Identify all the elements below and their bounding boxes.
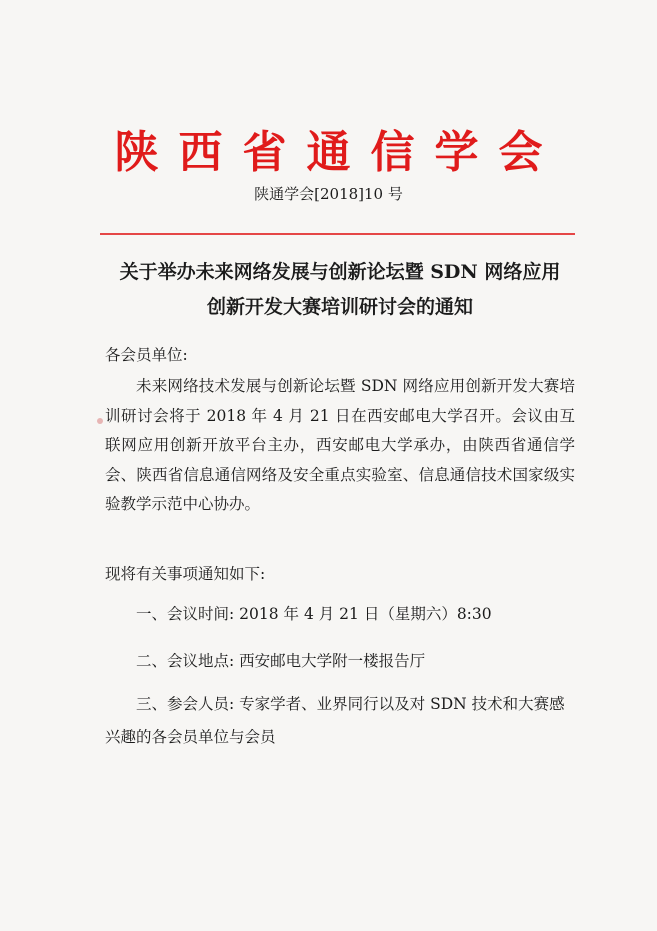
items-intro: 现将有关事项通知如下: <box>105 565 266 583</box>
document-number: 陕通学会[2018]10 号 <box>254 185 403 203</box>
letterhead-organization: 陕西省通信学会 <box>114 127 563 178</box>
notice-title-line-2: 创新开发大赛培训研讨会的通知 <box>206 296 473 318</box>
item-meeting-location: 二、会议地点: 西安邮电大学附一楼报告厅 <box>136 652 426 670</box>
notice-title-line-1: 关于举办未来网络发展与创新论坛暨 SDN 网络应用 <box>119 261 561 283</box>
item-meeting-time: 一、会议时间: 2018 年 4 月 21 日（星期六）8:30 <box>136 605 492 623</box>
notice-title <box>90 255 590 325</box>
ink-smudge <box>97 418 103 424</box>
letterhead-divider <box>100 233 575 235</box>
salutation: 各会员单位: <box>105 346 188 364</box>
body-paragraph: 未来网络技术发展与创新论坛暨 SDN 网络应用创新开发大赛培训研讨会将于 2018 年 4 月 21 日在西安邮电大学召开。会议由互联网应用创新开放平台主办，西安邮电大学承办，由陕西省通信学会、陕西省信息通信网络及安全重点实验室、信息通信技术国家级实验教学示范中心协办。 <box>105 377 575 513</box>
item-attendees: 三、参会人员: 专家学者、业界同行以及对 SDN 技术和大赛感兴趣的各会员单位与会员 <box>105 695 565 746</box>
